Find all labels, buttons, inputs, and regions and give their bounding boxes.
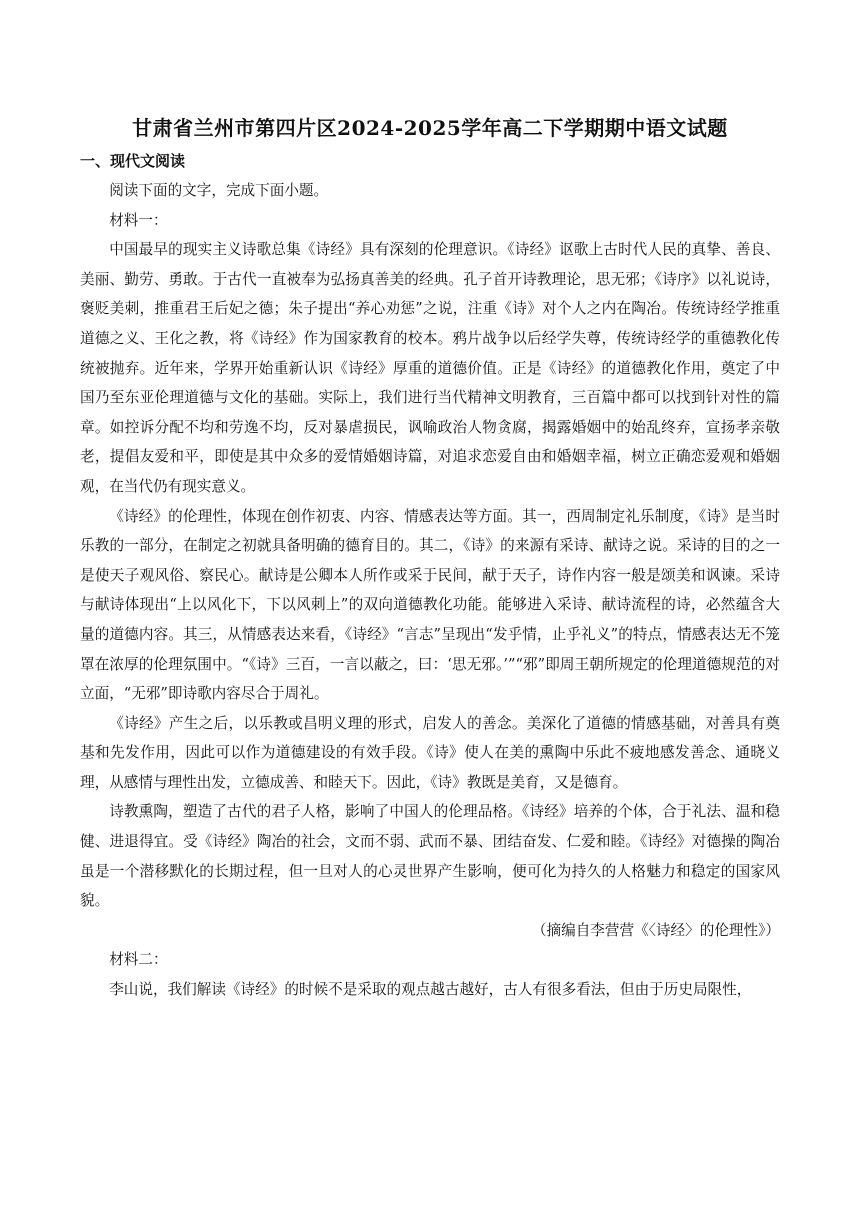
material-1-paragraph: 《诗经》的伦理性，体现在创作初衷、内容、情感表达等方面。其一，西周制定礼乐制度，《诗》是当时乐教的一部分，在制定之初就具备明确的德育目的。其二，《诗》的来源有采诗、献诗之说。采诗的目的之一是使天子观风俗、察民心。献诗是公卿本人所作或采于民间，献于天子，诗作内容一般是颂美和讽谏。采诗与献诗体现出“上以风化下，下以风刺上”的双向道德教化功能。能够进入采诗、献诗流程的诗，必然蕴含大量的道德内容。其三，从情感表达来看，《诗经》“言志”呈现出“发乎情，止乎礼义”的特点，情感表达无不笼罩在浓厚的伦理氛围中。“《诗》三百，一言以蔽之，曰：‘思无邪。’”“邪”即周王朝所规定的伦理道德规范的对立面，“无邪”即诗歌内容尽合于周礼。 [80,507,780,703]
material-1-label: 材料一： [109,211,168,229]
material-1-paragraph: 诗教熏陶，塑造了古代的君子人格，影响了中国人的伦理品格。《诗经》培养的个体，合于礼法、温和稳健、进退得宜。受《诗经》陶冶的社会，文而不弱、武而不暴、团结奋发、仁爱和睦。《诗经》对德操的陶冶虽是一个潜移默化的长期过程，但一旦对人的心灵世界产生影响，便可化为持久的人格魅力和稳定的国家风貌。 [80,803,780,910]
material-2-label: 材料二： [109,951,168,969]
material-1-source: （摘编自李营营《〈诗经〉的伦理性》） [531,921,780,939]
document-body [80,176,780,1005]
material-2-paragraph: 李山说，我们解读《诗经》的时候不是采取的观点越古越好，古人有很多看法，但由于历史局限性， [109,981,752,999]
section-heading: 一、现代文阅读 [80,152,186,170]
document-title: 甘肃省兰州市第四片区2024-2025学年高二下学期期中语文试题 [132,116,728,140]
material-1-paragraph: 中国最早的现实主义诗歌总集《诗经》具有深刻的伦理意识。《诗经》讴歌上古时代人民的真挚、善良、美丽、勤劳、勇敢。于古代一直被奉为弘扬真善美的经典。孔子首开诗教理论，思无邪；《诗序》以礼说诗，褒贬美刺，推重君王后妃之德；朱子提出“养心劝惩”之说，注重《诗》对个人之内在陶冶。传统诗经学推重道德之义、王化之教，将《诗经》作为国家教育的校本。鸦片战争以后经学失尊，传统诗经学的重德教化传统被抛弃。近年来，学界开始重新认识《诗经》厚重的道德价值。正是《诗经》的道德教化作用，奠定了中国乃至东亚伦理道德与文化的基础。实际上，我们进行当代精神文明教育，三百篇中都可以找到针对性的篇章。如控诉分配不均和劳逸不均，反对暴虐损民，讽喻政治人物贪腐，揭露婚姻中的始乱终弃，宣扬孝亲敬老，提倡友爱和平，即使是其中众多的爱情婚姻诗篇，对追求恋爱自由和婚姻幸福，树立正确恋爱观和婚姻观，在当代仍有现实意义。 [80,241,780,495]
instruction-text: 阅读下面的文字，完成下面小题。 [109,182,329,199]
material-1-paragraph: 《诗经》产生之后，以乐教或昌明义理的形式，启发人的善念。美深化了道德的情感基础，对善具有奠基和先发作用，因此可以作为道德建设的有效手段。《诗》使人在美的熏陶中乐此不疲地感发善念、通晓义理，从感情与理性出发，立德成善、和睦天下。因此，《诗》教既是美育，又是德育。 [80,714,780,791]
